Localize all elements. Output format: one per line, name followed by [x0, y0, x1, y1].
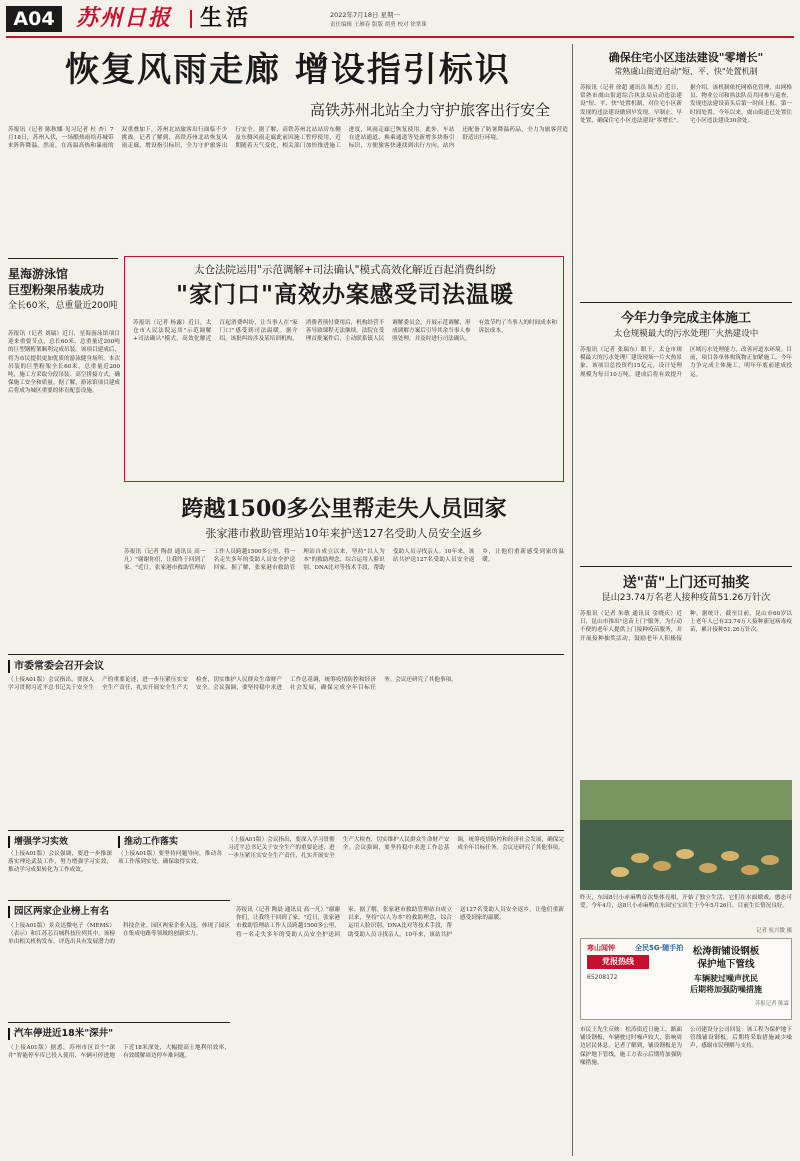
- editor-credits: 责任编辑 王雁春 版版 胡勇 校对 徐掌珠: [330, 22, 427, 28]
- lower-top-rule: [8, 654, 564, 655]
- illegal-build-subtitle: 常熟虞山街道启动"短、平、快"处置机制: [614, 67, 758, 76]
- mall-subtitle: 全长60米，总重量近200吨: [8, 301, 118, 311]
- rescue-title: 跨越1500多公里帮走失人员回家: [181, 496, 507, 522]
- car-title: 汽车停进近18米"深井": [8, 1028, 113, 1040]
- sewage-subtitle: 太仓规模最大的污水处理厂火热建设中: [613, 329, 759, 339]
- right-rule-2: [580, 566, 792, 567]
- seedling-body: 苏报讯（记者 朱敏 通讯员 金晓庆）近日，昆山市推出"送苗上门"服务，为行动不便的老年人提供上门接种疫苗服务，并开展接种抽奖活动，鼓励老年人积极接种。据统计，截至目前，昆山市60岁以上老年人已有23.74万人接种新冠病毒疫苗，累计接种51.26万针次。: [580, 611, 792, 642]
- mall-title: 星海游泳馆 巨型粉架吊装成功: [8, 267, 105, 297]
- small-body-a: （上接A01版）会议强调，要进一步推深落实理论武装工作，努力增强学习实效，推动学习成果转化为工作成效。: [8, 851, 112, 874]
- lower-rule-2: [8, 830, 564, 831]
- lower-mid-body: （上接A01版）会议指出，要深入学习贯彻习近平总书记关于安全生产的重要论述，进一步压紧压实安全生产责任，扎实开展安全生产大检查，切实维护人民群众生命财产安全。会议强调，要坚持稳中求进工作总基调，统筹疫情防控和经济社会发展，确保完成全年目标任务。会议还研究了其他事项。: [228, 837, 564, 860]
- masthead: [0, 0, 800, 36]
- sewage-body: 苏报讯（记者 张瑞东）眼下，太仓市规模最大的污水处理厂建设现场一片火热景象。该项目总投资约15亿元，设计处理规模为每日10万吨，建成后将有效提升区域污水处理能力，改善河道水环境。目前，项目各单体构筑物正加紧施工，今年力争完成主体施工，明年年底前建成投运。: [580, 347, 792, 378]
- car-body: （上接A01版）据悉，苏州市区首个"深井"智能停车库已投入使用，车辆可停进地下近18米深处，大幅提高土地利用效率，有效缓解周边停车难问题。: [8, 1045, 230, 1060]
- hotline-subtitle: 车辆驶过噪声扰民 后期将加强防噪措施: [690, 974, 762, 994]
- feature-body: 苏报讯（记者 杨露）近日，太仓市人民法院运用"示范调解+司法确认"模式，高效化解近百起消费纠纷，让当事人在"家门口"感受到司法温暖。据介绍，该批纠纷涉及某培训机构，消费者预付费用后，机构经营不善导致课程无法继续。法院在受理首批案件后，主动联系镇人民调解委员会，开展示范调解，形成调解方案后引导其余当事人参照处理，并及时进行司法确认，有效节约了当事人的时间成本和诉讼成本。: [133, 320, 557, 343]
- industry-title: 园区两家企业榜上有名: [8, 906, 109, 918]
- hotline-phone: 65208172: [587, 974, 618, 981]
- issue-date: 2022年7月18日 星期一: [330, 11, 401, 19]
- seedling-title: 送"苗"上门还可抽奖: [622, 575, 750, 591]
- small-title-b: 推动工作落实: [118, 836, 178, 848]
- ducks-photo-art: [580, 780, 792, 890]
- lead-subtitle: 高铁苏州北站全力守护旅客出行安全: [309, 101, 550, 119]
- hotline-reply: 公司建设分公司回复：该工程为保护地下管线铺设钢板，后期将采取措施减少噪声，感谢市民理解与支持。: [690, 1027, 792, 1050]
- hotline-box: [580, 938, 792, 1020]
- rescue-body: 苏报讯（记者 陶晨 通讯员 高一凡）"谢谢你们，让我终于回到了家。"近日，张家港市救助管理站工作人员跨越1500多公里，将一名走失多年的受助人员安全护送回家。据了解，张家港市救助管理站自成立以来，坚持"以人为本"的救助理念，综合运用人脸识别、DNA比对等技术手段，帮助受助人员寻找亲人。10年来，该站共护送127名受助人员安全返乡，让他们重新感受到家的温暖。: [124, 549, 564, 572]
- mall-body: 苏报讯（记者 刘瑞）近日，星海游泳馆项目迎来重要节点，总长60米、总重量近200吨的巨型钢桁架顺利完成吊装。该项目建成后，将为市民提供更加优质的游泳健身场所。本次吊装的巨型粉架全长60米，总重量近200吨，施工方采取分段吊装、高空拼接方式，确保施工安全和质量。据了解，游泳馆项目建成后将成为城区重要的体育配套设施。: [8, 331, 120, 395]
- section-name: 生活: [200, 5, 253, 31]
- hotline-body: 市民王先生反映：松涛街近日施工，路面铺设钢板，车辆驶过时噪声较大，影响周边居民休息。记者了解到，铺设钢板是为保护地下管线，施工方表示后期将加强防噪措施。: [580, 1027, 682, 1066]
- photo-caption: 昨天，东园8只小赤麻鸭首次集体亮相，开始了独立生活，它们在水面嬉戏，憨态可爱。今年4月，这8只小赤麻鸭在东园宝宝出生于今年5月26日，目前生长情况良好。: [580, 895, 792, 910]
- hotline-banner-text: 党报热线: [602, 957, 634, 966]
- photo-credit: 记者 杭兴微 摄: [756, 928, 792, 934]
- lead-title: 恢复风雨走廊 增设指引标识: [65, 50, 511, 90]
- right-rule-1: [580, 302, 792, 303]
- rescue-subtitle: 张家港市救助管理站10年来护送127名受助人员安全返乡: [205, 527, 483, 540]
- lower-mid-body-2: 苏报讯（记者 陶晨 通讯员 高一凡）"谢谢你们，让我终于回到了家。"近日，张家港市救助管理站工作人员跨越1500多公里，将一名走失多年的受助人员安全护送回家。据了解，张家港市救助管理站自成立以来，坚持"以人为本"的救助理念，综合运用人脸识别、DNA比对等技术手段，帮助受助人员寻找亲人。10年来，该站共护送127名受助人员安全返乡，让他们重新感受到家的温暖。: [236, 907, 564, 938]
- sewage-title: 今年力争完成主体施工: [620, 311, 751, 326]
- page-number: A04: [13, 8, 55, 30]
- section-divider: [190, 10, 192, 28]
- feature-title: "家门口"高效办案感受司法温暖: [176, 281, 514, 308]
- ducks-photo: [580, 780, 792, 890]
- lower-rule-4: [8, 1022, 230, 1023]
- lead-body: 苏报讯（记者 陈秋娜 见习记者 杜 杏）7月18日，苏州入伏，一场酷热雨给苏城带来阵阵降温。然而，在高温高热和暴雨的双重叠加下，苏州北站旅客出行面临不少挑战。记者了解到，高铁苏州北站恢复风雨走廊，增设指引标识，全力守护旅客出行安全。据了解，高铁苏州北站站房东侧及东侧风雨走廊此前因施工暂停使用，近期随着天气变化，相关部门加快推进施工进度，风雨走廊已恢复使用。此外，车站在进站通道、换乘通道等处新增多块指引标识，方便旅客快速找到出行方向。站内还配备了防暑降温药品，全力为旅客营造舒适出行环境。: [8, 127, 568, 150]
- illegal-build-body: 苏报讯（记者 徐超 通讯员 陈杰）近日，常熟市虞山街道综合执法局启动违法建设"短、平、快"处置机制，对住宅小区新发现的违法建设做到早发现、早制止、早处置，确保住宅小区违法建设"零增长"。据介绍，该机制依托网格化管理，由网格员、物业公司和执法队员共同参与巡查，发现违法建设苗头后第一时间上报、第一时间处置。今年以来，虞山街道已处置住宅小区违法建设30余处。: [580, 85, 792, 124]
- right-col-separator: [572, 44, 573, 1156]
- left-col-rule: [8, 258, 118, 259]
- meeting-title: 市委常委会召开会议: [8, 660, 104, 673]
- hotline-author: 苏报记者 陈霖: [754, 1001, 789, 1007]
- feature-box: [124, 256, 564, 482]
- industry-body: （上接A01版）景众达微电子（MEMS）（表示）和江苏芯百城科技位列其中。该榜单由相关机构发布，评选出具有发展潜力的科技企业。园区两家企业入选，体现了园区在集成电路等领域的创新实力。: [8, 923, 230, 946]
- lower-rule-3: [8, 900, 230, 901]
- hotline-title: 松涛街铺设钢板 保护地下管线: [692, 946, 760, 970]
- hotline-brand-2: 全民5G·随手拍: [635, 944, 684, 952]
- illegal-build-title: 确保住宅小区违法建设"零增长": [608, 51, 764, 64]
- hotline-brand-1: 寒山闻钟: [587, 944, 615, 952]
- seedling-subtitle: 昆山23.74万名老人接种疫苗51.26万针次: [601, 593, 771, 603]
- small-body-b: （上接A01版）要坚持问题导向，推动各项工作落到实处，确保取得实效。: [118, 851, 222, 866]
- masthead-rule: [6, 36, 794, 38]
- feature-kicker: 太仓法院运用"示范调解+司法确认"模式高效化解近百起消费纠纷: [194, 264, 496, 276]
- small-title-a: 增强学习实效: [8, 836, 68, 848]
- meeting-body: （上接A01版）会议指出，要深入学习贯彻习近平总书记关于安全生产的重要论述，进一步压紧压实安全生产责任，扎实开展安全生产大检查，切实维护人民群众生命财产安全。会议强调，要坚持稳中求进工作总基调，统筹疫情防控和经济社会发展，确保完成全年目标任务。会议还研究了其他事项。: [8, 677, 457, 692]
- paper-name: 苏州日报: [76, 5, 173, 31]
